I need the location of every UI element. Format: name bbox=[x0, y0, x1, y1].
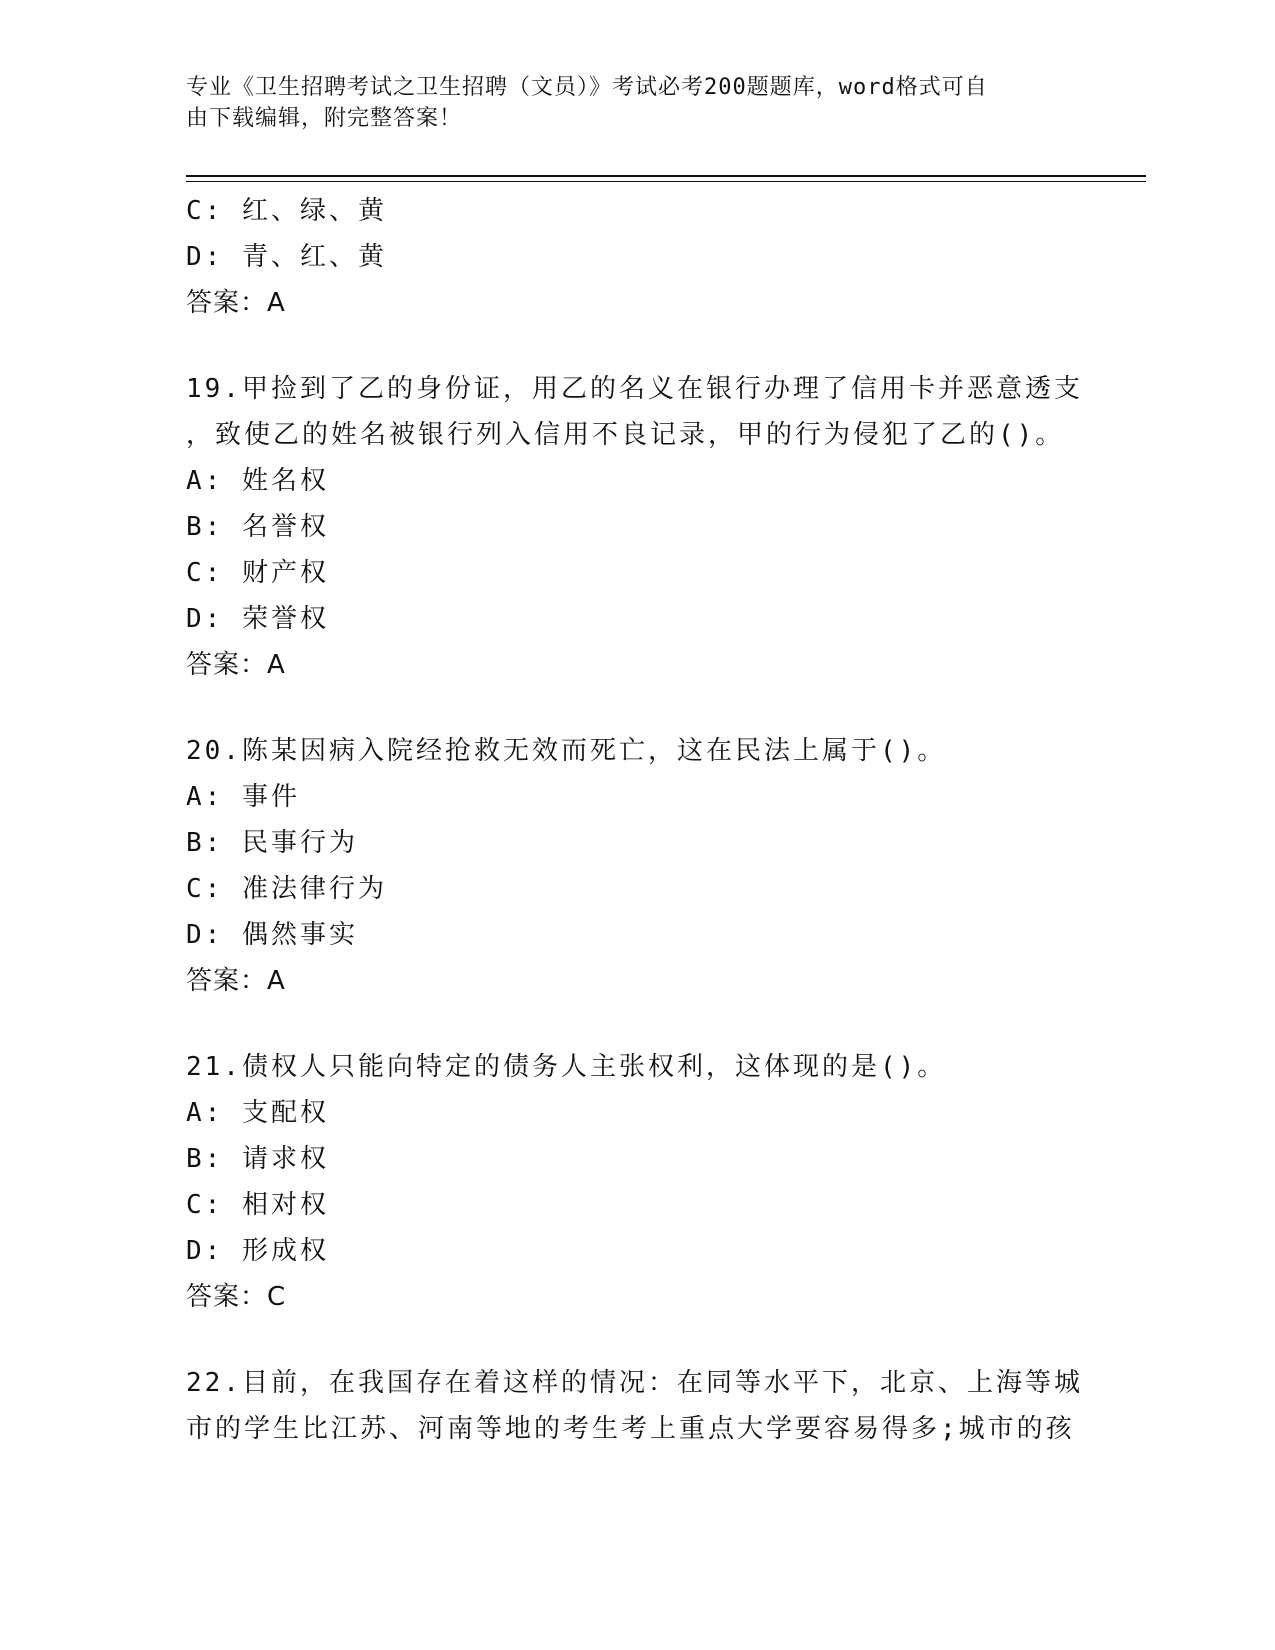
header-line-1: 专业《卫生招聘考试之卫生招聘（文员）》考试必考200题题库，word格式可自 bbox=[186, 75, 988, 100]
option-d: D: 青、红、黄 bbox=[186, 242, 387, 272]
spacer bbox=[186, 1004, 1086, 1044]
option-d: D: 荣誉权 bbox=[186, 604, 329, 634]
question-list bbox=[186, 188, 1086, 1452]
answer-line: 答案：A bbox=[186, 650, 286, 680]
option-a: A: 姓名权 bbox=[186, 466, 329, 496]
option-c: C: 红、绿、黄 bbox=[186, 196, 387, 226]
header-divider-thick bbox=[186, 175, 1146, 177]
question-19 bbox=[186, 366, 1086, 688]
option-a: A: 事件 bbox=[186, 782, 300, 812]
spacer bbox=[186, 326, 1086, 366]
question-18-tail bbox=[186, 188, 1086, 326]
option-a: A: 支配权 bbox=[186, 1098, 329, 1128]
option-c: C: 准法律行为 bbox=[186, 874, 387, 904]
spacer bbox=[186, 688, 1086, 728]
document-header bbox=[186, 72, 1086, 134]
answer-line: 答案：A bbox=[186, 966, 286, 996]
question-20 bbox=[186, 728, 1086, 1004]
answer-line: 答案：A bbox=[186, 288, 286, 318]
header-line-2: 由下载编辑，附完整答案！ bbox=[186, 106, 463, 131]
option-b: B: 民事行为 bbox=[186, 828, 358, 858]
answer-line: 答案：C bbox=[186, 1282, 287, 1312]
option-b: B: 名誉权 bbox=[186, 512, 329, 542]
question-22 bbox=[186, 1360, 1086, 1452]
option-d: D: 形成权 bbox=[186, 1236, 329, 1266]
spacer bbox=[186, 1320, 1086, 1360]
option-c: C: 财产权 bbox=[186, 558, 329, 588]
question-text-line-1: 22.目前，在我国存在着这样的情况：在同等水平下，北京、上海等城 bbox=[186, 1368, 1083, 1398]
question-text-line-1: 19.甲捡到了乙的身份证，用乙的名义在银行办理了信用卡并恶意透支 bbox=[186, 374, 1083, 404]
header-divider-thin bbox=[186, 181, 1146, 182]
question-text-line-1: 21.债权人只能向特定的债务人主张权利，这体现的是()。 bbox=[186, 1052, 947, 1082]
option-b: B: 请求权 bbox=[186, 1144, 329, 1174]
option-c: C: 相对权 bbox=[186, 1190, 329, 1220]
option-d: D: 偶然事实 bbox=[186, 920, 358, 950]
question-text-line-2: ，致使乙的姓名被银行列入信用不良记录，甲的行为侵犯了乙的()。 bbox=[186, 420, 1065, 450]
question-text-line-2: 市的学生比江苏、河南等地的考生考上重点大学要容易得多;城市的孩 bbox=[186, 1414, 1075, 1444]
question-text-line-1: 20.陈某因病入院经抢救无效而死亡，这在民法上属于()。 bbox=[186, 736, 947, 766]
question-21 bbox=[186, 1044, 1086, 1320]
